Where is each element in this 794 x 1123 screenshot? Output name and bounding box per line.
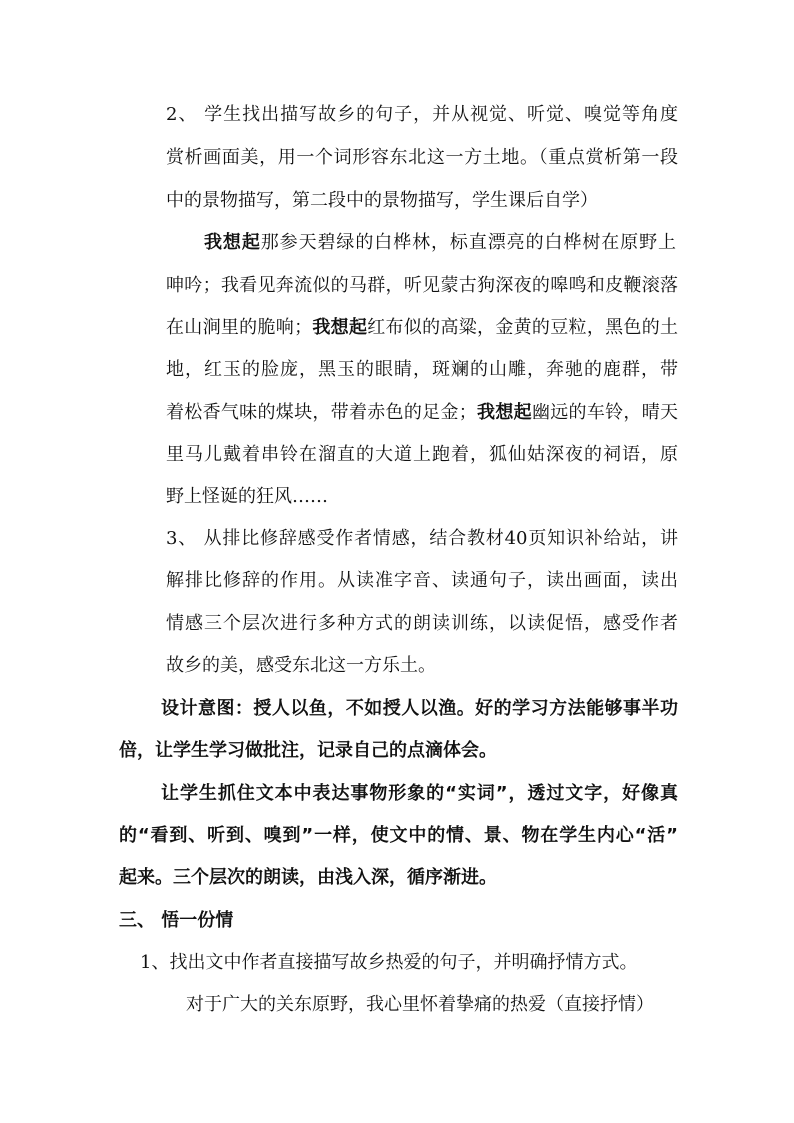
item2-line2: 赏析画面美，用一个词形容东北这一方土地。（重点赏析第一段 bbox=[166, 147, 678, 168]
item3-line4: 故乡的美，感受东北这一方乐土。 bbox=[166, 655, 436, 676]
quote-text: 着松香气味的煤块，带着赤色的足金； bbox=[166, 402, 477, 423]
item2-line1: 2、 学生找出描写故乡的句子，并从视觉、听觉、嗅觉等角度 bbox=[166, 104, 678, 125]
quote-emphasis: 我想起 bbox=[312, 317, 368, 338]
quote-text: 那参天碧绿的白桦林，标直漂亮的白桦树在原野上 bbox=[260, 232, 676, 253]
design-line3: 让学生抓住文本中表达事物形象的“实词”，透过文字，好像真 bbox=[161, 783, 678, 804]
quote-text: 红布似的高粱，金黄的豆粒，黑色的土 bbox=[367, 317, 679, 338]
quote-line4: 地，红玉的脸庞，黑玉的眼睛，斑斓的山雕，奔驰的鹿群，带 bbox=[166, 359, 678, 380]
quote-line5 bbox=[166, 401, 678, 425]
design-line1: 设计意图：授人以鱼，不如授人以渔。好的学习方法能够事半功 bbox=[161, 698, 678, 719]
section3-item1: 1、找出文中作者直接描写故乡热爱的句子，并明确抒情方式。 bbox=[140, 952, 638, 973]
item3-line1: 3、 从排比修辞感受作者情感，结合教材40页知识补给站，讲 bbox=[166, 528, 678, 549]
quote-line1 bbox=[204, 231, 676, 255]
quote-line7: 野上怪诞的狂风…… bbox=[166, 486, 328, 507]
quote-text: 幽远的车铃，晴天 bbox=[531, 402, 679, 423]
item3-line2: 解排比修辞的作用。从读准字音、读通句子，读出画面，读出 bbox=[166, 570, 678, 591]
quote-line6: 里马儿戴着串铃在溜直的大道上跑着，狐仙姑深夜的祠语，原 bbox=[166, 444, 678, 465]
quote-emphasis: 我想起 bbox=[204, 232, 261, 253]
design-line2: 倍，让学生学习做批注，记录自己的点滴体会。 bbox=[119, 740, 497, 761]
quote-line2: 呻吟；我看见奔流似的马群，听见蒙古狗深夜的嗥鸣和皮鞭滚落 bbox=[166, 275, 678, 296]
quote-line3 bbox=[166, 316, 678, 340]
design-line4: 的“看到、听到、嗅到”一样，使文中的情、景、物在学生内心“活” bbox=[119, 825, 678, 846]
section3-quote: 对于广大的关东原野，我心里怀着挚痛的热爱（直接抒情） bbox=[186, 994, 654, 1015]
item2-line3: 中的景物描写，第二段中的景物描写，学生课后自学） bbox=[166, 190, 598, 211]
quote-text: 在山涧里的脆响； bbox=[166, 317, 313, 338]
quote-emphasis: 我想起 bbox=[476, 402, 532, 423]
section3-heading: 三、 悟一份情 bbox=[119, 910, 234, 931]
design-line5: 起来。三个层次的朗读，由浅入深，循序渐进。 bbox=[119, 867, 497, 888]
item3-line3: 情感三个层次进行多种方式的朗读训练，以读促悟，感受作者 bbox=[166, 613, 678, 634]
